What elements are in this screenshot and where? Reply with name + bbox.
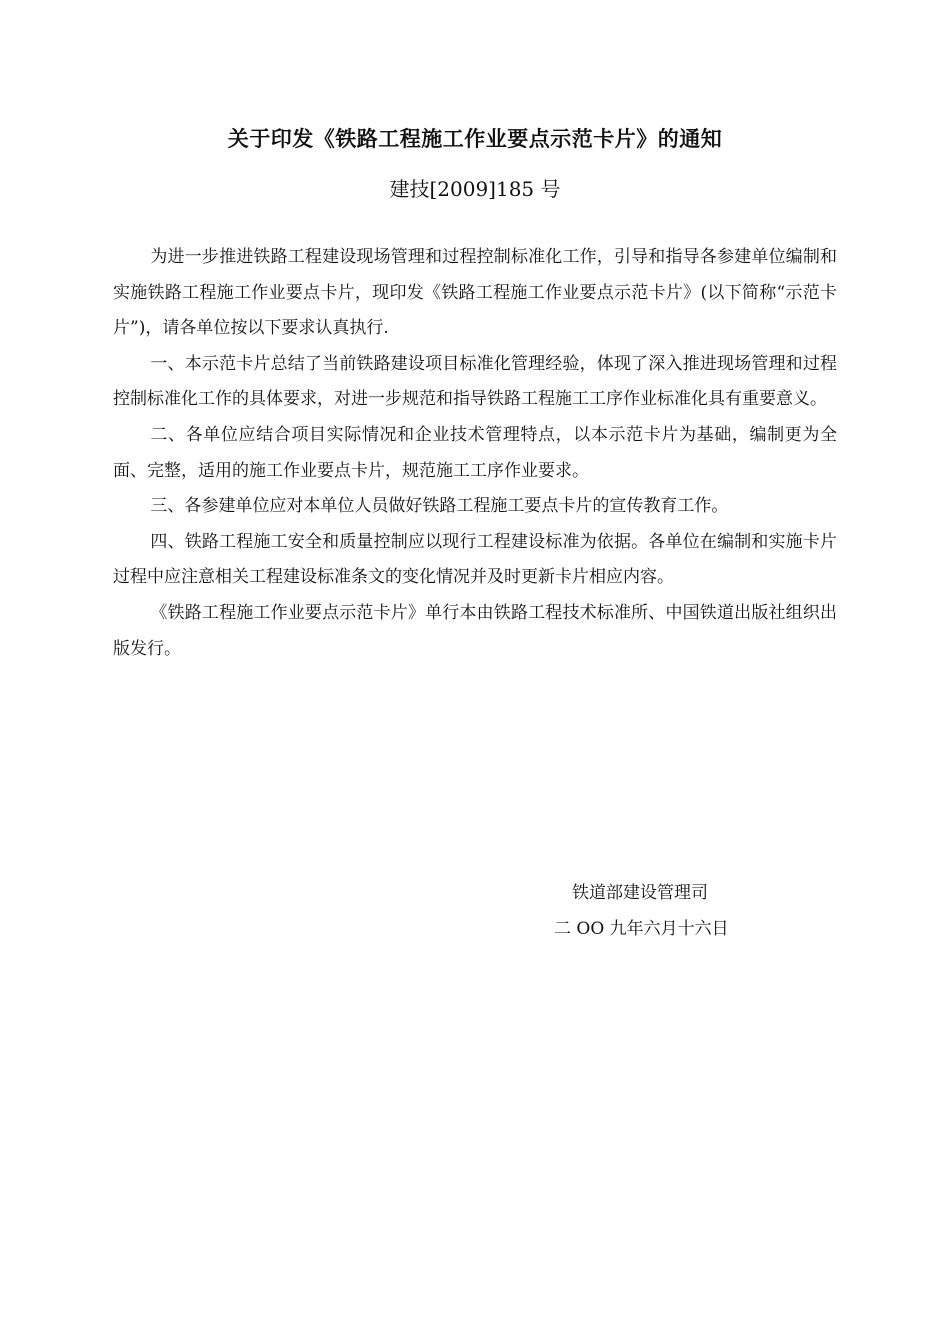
document-title: 关于印发《铁路工程施工作业要点示范卡片》的通知	[227, 127, 723, 151]
paragraph-item-1: 一、本示范卡片总结了当前铁路建设项目标准化管理经验，体现了深入推进现场管理和过程控制标准化工作的具体要求，对进一步规范和指导铁路工程施工工序作业标准化具有重要意义。	[113, 353, 837, 410]
paragraph-intro: 为进一步推进铁路工程建设现场管理和过程控制标准化工作，引导和指导各参建单位编制和实施铁路工程施工作业要点卡片，现印发《铁路工程施工作业要点示范卡片》(以下简称“示范卡片”)，请各单位按以下要求认真执行.	[113, 247, 837, 339]
paragraph-item-2: 二、各单位应结合项目实际情况和企业技术管理特点，以本示范卡片为基础，编制更为全面、完整，适用的施工作业要点卡片，规范施工工序作业要求。	[113, 424, 837, 481]
paragraph-publication: 《铁路工程施工作业要点示范卡片》单行本由铁路工程技术标准所、中国铁道出版社组织出版发行。	[113, 602, 837, 659]
document-number: 建技[2009]185 号	[389, 177, 561, 201]
signature-block	[540, 875, 770, 947]
paragraph-item-4: 四、铁路工程施工安全和质量控制应以现行工程建设标准为依据。各单位在编制和实施卡片过程中应注意相关工程建设标准条文的变化情况并及时更新卡片相应内容。	[113, 531, 837, 588]
document-body	[113, 240, 837, 667]
signature-date: 二 OO 九年六月十六日	[554, 919, 729, 939]
signature-organization: 铁道部建设管理司	[572, 883, 708, 903]
paragraph-item-3: 三、各参建单位应对本单位人员做好铁路工程施工要点卡片的宣传教育工作。	[150, 496, 729, 517]
